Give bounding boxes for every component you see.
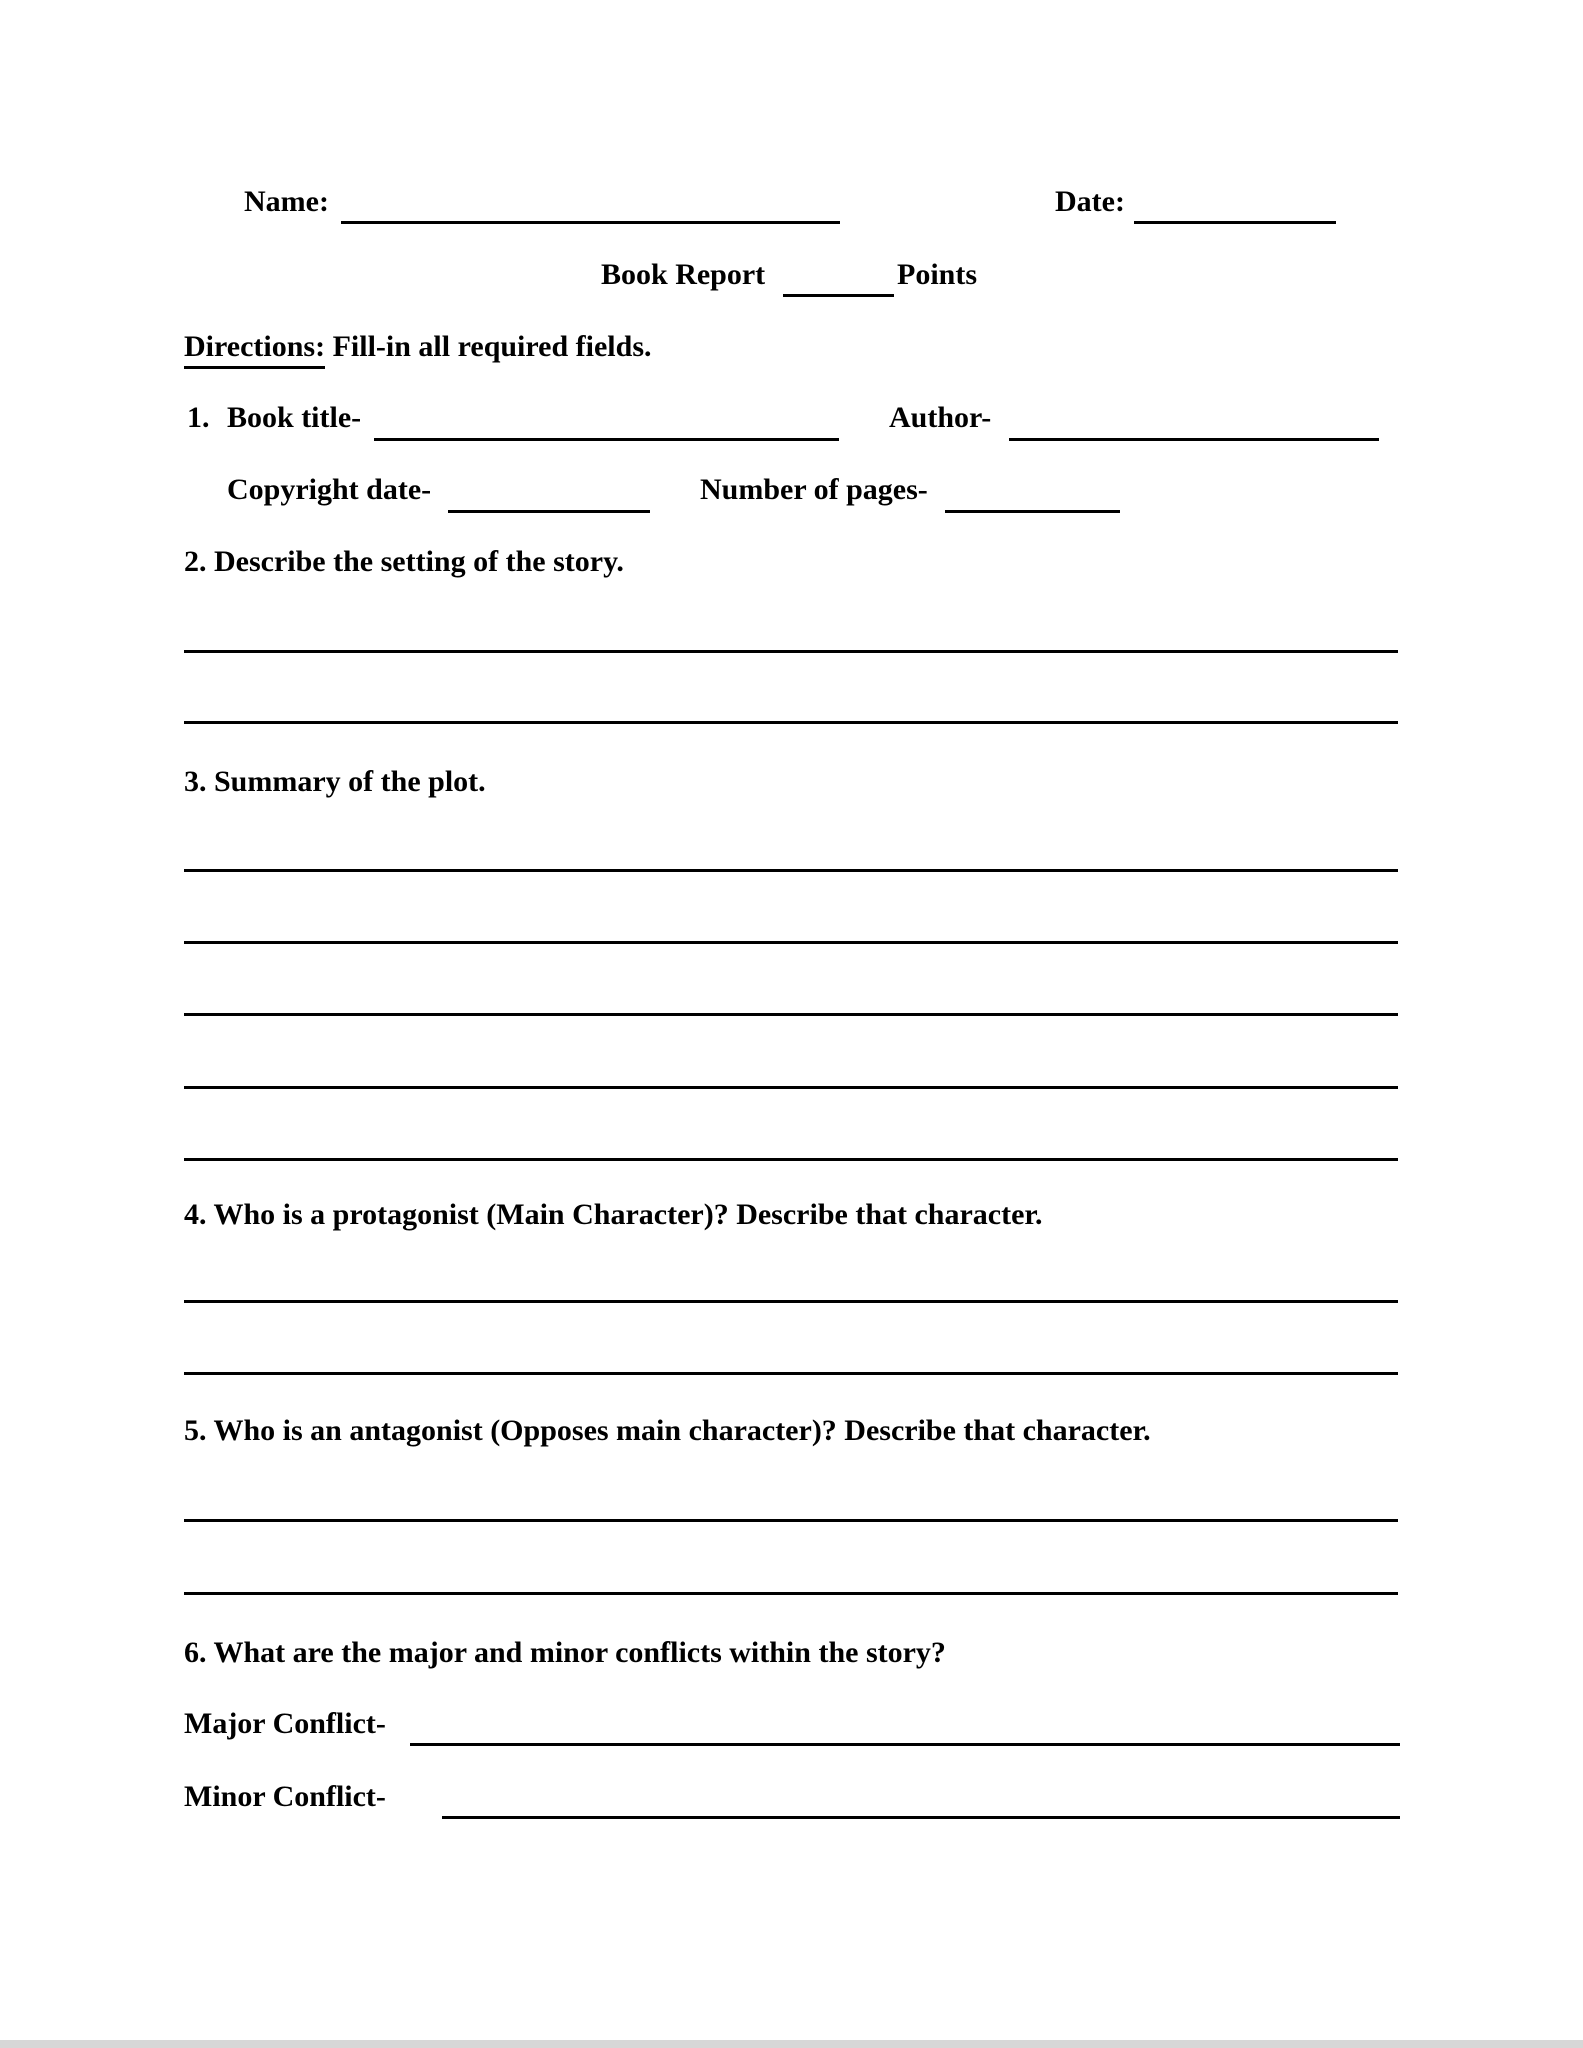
q1-book-title-label: Book title- <box>227 401 362 434</box>
q4-write-line-2 <box>184 1372 1398 1375</box>
q4-write-line-1 <box>184 1300 1398 1303</box>
q2-heading: 2. Describe the setting of the story. <box>184 545 624 578</box>
q2-write-line-2 <box>184 721 1398 724</box>
q3-write-line-3 <box>184 1013 1398 1016</box>
date-label: Date: <box>1055 185 1125 218</box>
book-title-write-line <box>374 438 839 441</box>
page-title: Book Report <box>601 258 766 291</box>
date-write-line <box>1134 221 1336 224</box>
q5-heading: 5. Who is an antagonist (Opposes main character)? Describe that character. <box>184 1414 1151 1447</box>
q3-write-line-2 <box>184 941 1398 944</box>
q3-heading: 3. Summary of the plot. <box>184 765 486 798</box>
q6-major-conflict-label: Major Conflict- <box>184 1707 386 1740</box>
q1-author-label: Author- <box>889 401 992 434</box>
pages-write-line <box>945 510 1120 513</box>
copyright-write-line <box>448 510 650 513</box>
q1-number: 1. <box>187 401 210 434</box>
name-write-line <box>341 221 840 224</box>
author-write-line <box>1009 438 1379 441</box>
q5-write-line-2 <box>184 1592 1398 1595</box>
q1-pages-label: Number of pages- <box>700 473 928 506</box>
name-label: Name: <box>244 185 329 218</box>
q1-copyright-label: Copyright date- <box>227 473 432 506</box>
q6-minor-conflict-label: Minor Conflict- <box>184 1780 386 1813</box>
q3-write-line-5 <box>184 1158 1398 1161</box>
q5-write-line-1 <box>184 1519 1398 1522</box>
directions-row <box>184 332 652 362</box>
scan-edge-shadow <box>0 2040 1583 2048</box>
major-conflict-write-line <box>410 1743 1400 1746</box>
q3-write-line-1 <box>184 869 1398 872</box>
directions-text: Fill-in all required fields. <box>325 330 652 363</box>
points-write-line <box>783 294 894 297</box>
page-title-points: Points <box>897 258 978 291</box>
directions-label: Directions: <box>184 330 325 369</box>
q6-heading: 6. What are the major and minor conflicts within the story? <box>184 1636 946 1669</box>
q2-write-line-1 <box>184 650 1398 653</box>
q3-write-line-4 <box>184 1086 1398 1089</box>
minor-conflict-write-line <box>442 1816 1400 1819</box>
q4-heading: 4. Who is a protagonist (Main Character)? Describe that character. <box>184 1198 1043 1231</box>
